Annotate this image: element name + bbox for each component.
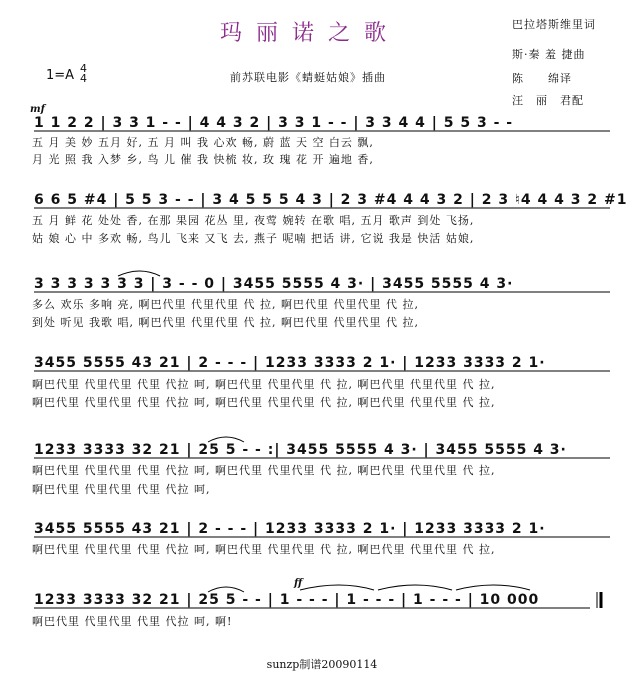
- song-title: 玛丽诺之歌: [219, 21, 400, 46]
- tie-system-3: [118, 271, 160, 276]
- system-3-lyric-verse-1: 多么 欢乐 多响 亮, 啊巴代里 代里代里 代 拉, 啊巴代里 代里代里 代 拉,: [32, 298, 419, 311]
- final-barline: [597, 592, 601, 608]
- footer-credit: sunzp制谱20090114: [266, 658, 378, 671]
- translator-credit: 陈 绵译: [512, 72, 572, 85]
- system-2-lyric-verse-1: 五 月 鲜 花 处处 香, 在那 果园 花丛 里, 夜莺 婉转 在歌 唱, 五月 歌声 到处 飞扬,: [32, 214, 475, 227]
- beam-lines: [34, 131, 610, 608]
- tie-arcs: [118, 271, 530, 592]
- system-6-notes: 3455 5555 43 21 | 2 - - - | 1233 3333 2 1· | 1233 3333 2 1·: [34, 521, 546, 537]
- system-4-lyric-verse-2: 啊巴代里 代里代里 代里 代拉 呵, 啊巴代里 代里代里 代 拉, 啊巴代里 代里代里 代 拉,: [32, 396, 496, 409]
- lyricist-credit: 巴拉塔斯维里词: [512, 18, 596, 31]
- system-1-lyric-verse-1: 五 月 美 妙 五月 好, 五 月 叫 我 心欢 畅, 蔚 蓝 天 空 白云 飘,: [32, 136, 374, 149]
- system-3-notes: 3 3 3 3 3 3 3 | 3 - - 0 | 3455 5555 4 3· | 3455 5555 4 3·: [34, 276, 514, 292]
- tie-system-7a: [208, 587, 244, 592]
- tie-system-7c: [378, 585, 452, 590]
- system-4-notes: 3455 5555 43 21 | 2 - - - | 1233 3333 2 1· | 1233 3333 2 1·: [34, 355, 546, 371]
- system-7-lyric-verse-1: 啊巴代里 代里代里 代里 代拉 呵, 啊!: [32, 615, 233, 628]
- system-1-notes: 1 1 2 2 | 3 3 1 - - | 4 4 3 2 | 3 3 1 - - | 3 3 4 4 | 5 5 3 - -: [34, 115, 514, 131]
- system-5-lyric-verse-1: 啊巴代里 代里代里 代里 代拉 呵, 啊巴代里 代里代里 代 拉, 啊巴代里 代里代里 代 拉,: [32, 464, 496, 477]
- time-signature-top: 4: [80, 62, 87, 75]
- system-2-lyric-verse-2: 姑 娘 心 中 多欢 畅, 鸟儿 飞来 又飞 去, 燕子 呢喃 把话 讲, 它说 我是 快活 姑娘,: [32, 232, 475, 245]
- composer-credit: 斯·秦 羞 捷曲: [512, 48, 586, 61]
- system-7-notes: 1233 3333 32 21 | 25 5 - - | 1 - - - | 1 - - - | 1 - - - | 10 000: [34, 592, 540, 608]
- system-5-notes: 1233 3333 32 21 | 25 5 - - :| 3455 5555 4 3· | 3455 5555 4 3·: [34, 442, 567, 458]
- system-5-lyric-verse-2: 啊巴代里 代里代里 代里 代拉 呵,: [32, 483, 211, 496]
- tie-system-7d: [456, 585, 530, 590]
- system-4-lyric-verse-1: 啊巴代里 代里代里 代里 代拉 呵, 啊巴代里 代里代里 代 拉, 啊巴代里 代里代里 代 拉,: [32, 378, 496, 391]
- arranger-credit: 汪 丽 君配: [512, 94, 584, 107]
- system-3-lyric-verse-2: 到处 听见 我歌 唱, 啊巴代里 代里代里 代 拉, 啊巴代里 代里代里 代 拉,: [32, 316, 419, 329]
- system-2-notes: 6 6 5 #4 | 5 5 3 - - | 3 4 5 5 5 4 3 | 2 3 #4 4 4 3 2 | 2 3 ♮4 4 4 3 2 #1: [34, 192, 628, 208]
- dynamic-start: mf: [30, 104, 45, 115]
- time-signature-bottom: 4: [80, 72, 87, 85]
- subtitle: 前苏联电影《蜻蜓姑娘》插曲: [230, 71, 386, 84]
- dynamic-end: ff: [294, 578, 303, 589]
- system-6-lyric-verse-1: 啊巴代里 代里代里 代里 代拉 呵, 啊巴代里 代里代里 代 拉, 啊巴代里 代里代里 代 拉,: [32, 543, 496, 556]
- tie-system-7b: [300, 585, 374, 590]
- tie-system-5: [208, 437, 244, 442]
- system-1-lyric-verse-2: 月 光 照 我 入梦 乡, 鸟 儿 催 我 快梳 妆, 玫 瑰 花 开 遍地 香,: [32, 153, 374, 166]
- key-signature: 1=A: [46, 68, 75, 83]
